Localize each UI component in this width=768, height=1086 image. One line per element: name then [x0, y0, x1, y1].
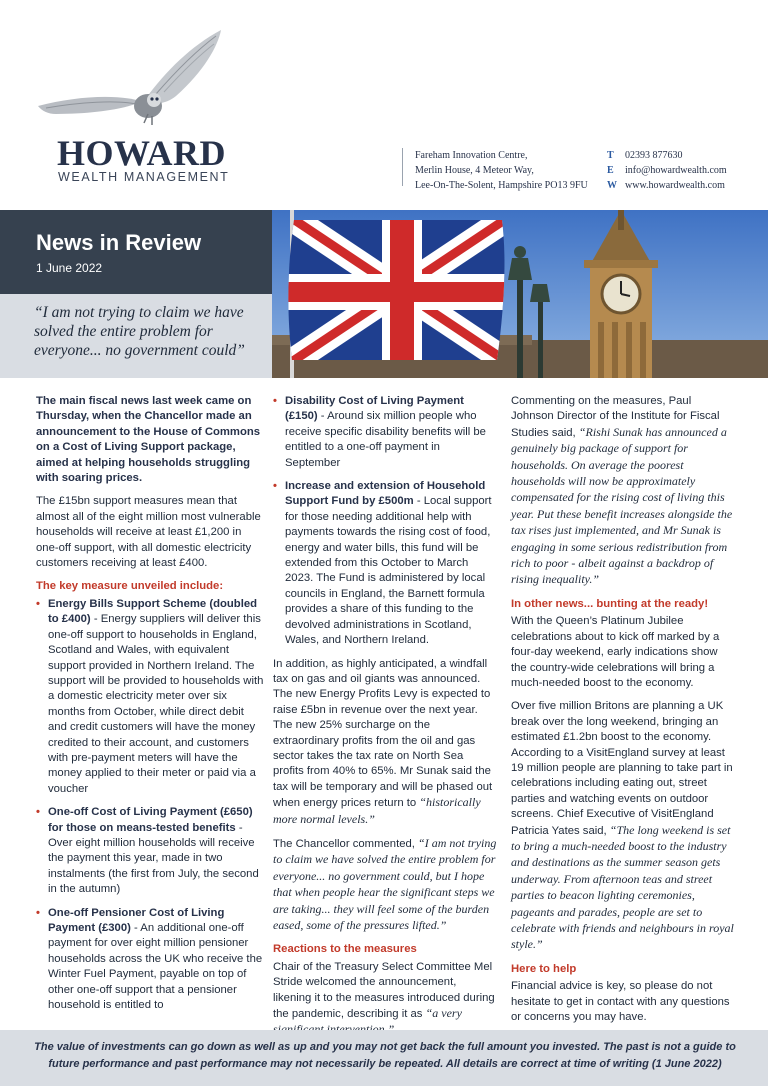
pull-quote: “I am not trying to claim we have solved the entire problem for everyone... no government could”: [34, 304, 245, 359]
paragraph: [511, 699, 735, 954]
quote: “historically more normal levels.”: [273, 795, 481, 826]
list-item-text: - Over eight million households will receive the payment this year, made in two instalments (the first from July, the second in the autumn): [48, 821, 259, 896]
web-value[interactable]: www.howardwealth.com: [625, 180, 725, 191]
owl-logo-icon: [36, 26, 226, 136]
paragraph: [273, 960, 497, 1039]
issue-date: 1 June 2022: [36, 261, 103, 275]
list-item-text: - An additional one-off payment for over eight million pensioner households across the UK who receive the Winter Fuel Payment, payable on top of other one-off support that a pensioner household is entitled to: [48, 922, 263, 1012]
brand-tagline: WEALTH MANAGEMENT: [58, 170, 230, 184]
measures-list: [36, 597, 264, 1014]
list-item-title: Disability Cost of Living Payment (£150): [285, 395, 464, 423]
contact-web: [607, 178, 727, 193]
quote: “Rishi Sunak has announced a genuinely big package of support for households. On average the poorest households will now be approximately compensated for the rising cost of living this year. Put these benefit increases alongside the tax rises just implemented, and Mr Sunak is engaging in some serious redistribution from rich to poor - albeit against a backdrop of rising inequality.”: [511, 424, 733, 587]
paragraph-text: The Chancellor commented,: [273, 837, 419, 850]
section-heading: Here to help: [511, 962, 577, 975]
address-line-1: Fareham Innovation Centre,: [415, 150, 528, 161]
page-title: News in Review: [36, 230, 202, 255]
phone-key: T: [607, 150, 614, 161]
list-item-title: One-off Cost of Living Payment (£650) for those on means-tested benefits: [48, 806, 253, 834]
web-key: W: [607, 180, 617, 191]
list-item: [36, 805, 264, 897]
union-jack-big-ben-photo: [272, 210, 768, 378]
address-line-3: Lee-On-The-Solent, Hampshire PO13 9FU: [415, 180, 588, 191]
pull-quote-block: [0, 294, 272, 378]
quote: “I am not trying to claim we have solved the entire problem for everyone... no government could, but I hope that when people hear the significant steps we are taking... they will feel some of the burden eased, some of the pressures lifted.”: [273, 835, 497, 932]
paragraph: With the Queen’s Platinum Jubilee celebrations about to kick off marked by a four-day weekend, early indications show the country-wide celebrations will bring a much-needed boost to the economy.: [511, 615, 720, 689]
paragraph-text: In addition, as highly anticipated, a windfall tax on gas and oil giants was announced. The new Energy Profits Levy is expected to raise £5bn in revenue over the next year. The new 25% surcharge on the extraordinary profits from the oil and gas sector takes the tax rate on North Sea profits from 40% to 65%. Mr Sunak said the tax will be temporary and will be phased out when energy prices return to: [273, 657, 493, 810]
address-line-2: Merlin House, 4 Meteor Way,: [415, 165, 534, 176]
paragraph-text: Over five million Britons are planning a UK break over the long weekend, bringing an estimated £1.2bn boost to the economy. According to a VisitEngland survey at least 19 million people are planning to take part in celebrations including eating out, street parties and watching events on outdoor screens. Chief Executive of VisitEngland Patricia Yates said,: [511, 700, 733, 837]
phone-value[interactable]: 02393 877630: [625, 150, 683, 161]
list-item-title: One-off Pensioner Cost of Living Payment (£300): [48, 906, 225, 934]
list-item-text: - Local support for those needing additional help with payments towards the rising cost of food, energy and water bills, this fund will be extended from this October to March 2023. The Fund is administered by local councils in England, the Barnett formula provides a share of this funding to the devolved administrations in Scotland, Wales, and Northern Ireland.: [285, 495, 492, 647]
list-item-title: Increase and extension of Household Support Fund by £500m: [285, 480, 486, 508]
column-2: [273, 394, 497, 1047]
list-item: [36, 906, 264, 1014]
contact-phone: [607, 148, 727, 163]
paragraph: [273, 836, 497, 934]
quote: “a very: [425, 1006, 462, 1021]
section-heading: In other news... bunting at the ready!: [511, 597, 709, 610]
disclaimer: The value of investments can go down as well as up and you may not get back the full amount you invested. The past is not a guide to future performance and past performance may not necessarily be repeated. All details are correct at time of writing (1 June 2022): [34, 1041, 736, 1070]
paragraph: The £15bn support measures mean that almost all of the eight million most vulnerable households will receive at least £1,200 in one-off support, with all domestic electricity customers receiving at least £400.: [36, 495, 261, 570]
column-3: [511, 394, 735, 1033]
column-1: [36, 394, 264, 1021]
title-block: [0, 210, 272, 294]
paragraph: [511, 394, 735, 589]
banner: [0, 210, 768, 378]
list-item: [273, 479, 497, 648]
contact-details: [607, 148, 727, 193]
email-value[interactable]: info@howardwealth.com: [625, 165, 727, 176]
paragraph: Financial advice is key, so please do not hesitate to get in contact with any questions or concerns you may have.: [511, 980, 730, 1024]
paragraph-text: Chair of the Treasury Select Committee Mel Stride welcomed the announcement, likening it to the measures introduced during the pandemic, describing it as: [273, 960, 495, 1021]
contact-address: [402, 148, 588, 191]
list-item-title: Energy Bills Support Scheme (doubled to £400): [48, 597, 258, 626]
section-heading: The key measure unveiled include:: [36, 580, 224, 593]
quote: “The long weekend is set to bring a much-needed boost to the industry and destinations as the summer season gets underway. From afternoon teas and street parties to beacon lighting ceremonies, pageants and parades, people are set to celebrate with friends and neighbours in royal style.”: [511, 822, 734, 952]
email-key: E: [607, 165, 614, 176]
list-item-text: - Energy suppliers will deliver this one-off support to households in England, Scotland and Wales, with equivalent support provided in Northern Ireland. The support will be provided to households with a domestic electricity meter over six months from October, while direct debit and credit customers will have the money credited to their account, and customers with pre-payment meters will have the money applied to their meter or paid via a voucher: [48, 613, 264, 795]
paragraph-text: Commenting on the measures, Paul Johnson Director of the Institute for Fiscal Studies said,: [511, 395, 720, 439]
brand-name: HOWARD: [57, 133, 227, 173]
list-item-text: - Around six million people who receive specific disability benefits will be entitled to a one-off payment in September: [285, 410, 486, 469]
lead-paragraph: The main fiscal news last week came on Thursday, when the Chancellor made an announcement to the House of Commons on a Cost of Living Support package, aimed at helping households struggling with soaring prices.: [36, 395, 261, 485]
contact-email: [607, 163, 727, 178]
measures-list-continued: [273, 394, 497, 649]
list-item: [273, 394, 497, 471]
paragraph: [273, 657, 497, 828]
footer: [0, 1030, 768, 1086]
section-heading: Reactions to the measures: [273, 943, 417, 956]
list-item: [36, 597, 264, 797]
